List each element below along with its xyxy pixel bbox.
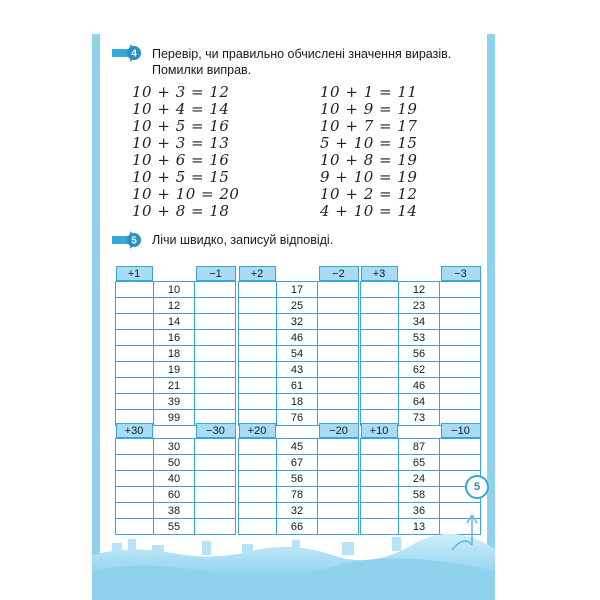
task-4-number: 4	[131, 48, 137, 60]
plus-answer-cell[interactable]	[361, 314, 399, 330]
equation: 4 + 10 = 14	[320, 202, 418, 220]
page-number: 5	[473, 481, 481, 493]
given-number-cell: 10	[154, 282, 195, 298]
table-row	[239, 330, 359, 346]
minus-answer-cell[interactable]	[318, 282, 359, 298]
minus-operation-header: −2	[319, 266, 359, 281]
equation: 10 + 1 = 11	[320, 83, 418, 101]
equation: 10 + 8 = 19	[320, 151, 418, 169]
table-row	[239, 378, 359, 394]
minus-answer-cell[interactable]	[318, 362, 359, 378]
minus-operation-header: −10	[441, 423, 481, 438]
table-row	[361, 282, 481, 298]
table-row	[361, 298, 481, 314]
plus-answer-cell[interactable]	[361, 362, 399, 378]
table-row	[361, 394, 481, 410]
minus-answer-cell[interactable]	[318, 298, 359, 314]
minus-answer-cell[interactable]	[318, 487, 359, 503]
plus-answer-cell[interactable]	[239, 487, 277, 503]
plus-answer-cell[interactable]	[361, 439, 399, 455]
minus-answer-cell[interactable]	[440, 362, 481, 378]
given-number-cell: 14	[154, 314, 195, 330]
given-number-cell: 87	[399, 439, 440, 455]
plus-answer-cell[interactable]	[239, 471, 277, 487]
equation: 10 + 3 = 12	[132, 83, 230, 101]
given-number-cell: 55	[154, 519, 195, 535]
plus-answer-cell[interactable]	[116, 487, 154, 503]
minus-answer-cell[interactable]	[195, 394, 236, 410]
plus-answer-cell[interactable]	[361, 330, 399, 346]
equation: 10 + 2 = 12	[320, 185, 418, 203]
task-5-instruction: Лічи швидко, записуй відповіді.	[152, 233, 334, 247]
given-number-cell: 61	[277, 378, 318, 394]
table-row	[239, 487, 359, 503]
table-row	[116, 314, 236, 330]
plus-answer-cell[interactable]	[116, 439, 154, 455]
table-row	[361, 330, 481, 346]
plus-answer-cell[interactable]	[116, 471, 154, 487]
table-row	[116, 282, 236, 298]
table-row	[361, 378, 481, 394]
given-number-cell: 18	[277, 394, 318, 410]
given-number-cell: 58	[399, 487, 440, 503]
given-number-cell: 24	[399, 471, 440, 487]
given-number-cell: 54	[277, 346, 318, 362]
given-number-cell: 45	[277, 439, 318, 455]
task-4-instruction-line-2: Помилки виправ.	[152, 63, 252, 77]
equation: 10 + 6 = 16	[132, 151, 230, 169]
given-number-cell: 62	[399, 362, 440, 378]
plus-operation-header: +2	[239, 266, 276, 281]
given-number-cell: 73	[399, 410, 440, 426]
given-number-cell: 18	[154, 346, 195, 362]
plus-answer-cell[interactable]	[239, 314, 277, 330]
minus-operation-header: −3	[441, 266, 481, 281]
minus-answer-cell[interactable]	[440, 314, 481, 330]
minus-answer-cell[interactable]	[318, 346, 359, 362]
table-row	[239, 455, 359, 471]
given-number-cell: 16	[154, 330, 195, 346]
table-row	[116, 471, 236, 487]
plus-answer-cell[interactable]	[116, 330, 154, 346]
minus-answer-cell[interactable]	[318, 330, 359, 346]
top-0-table	[115, 266, 236, 426]
minus-answer-cell[interactable]	[195, 362, 236, 378]
plus-answer-cell[interactable]	[239, 439, 277, 455]
given-number-cell: 21	[154, 378, 195, 394]
minus-answer-cell[interactable]	[318, 378, 359, 394]
table-header-row	[239, 423, 359, 439]
equation: 10 + 7 = 17	[320, 117, 418, 135]
top-2-table	[360, 266, 481, 426]
minus-answer-cell[interactable]	[318, 471, 359, 487]
plus-answer-cell[interactable]	[361, 394, 399, 410]
minus-answer-cell[interactable]	[195, 346, 236, 362]
table-header-row	[116, 266, 236, 282]
equation: 9 + 10 = 19	[320, 168, 418, 186]
equation: 10 + 5 = 15	[132, 168, 230, 186]
plus-answer-cell[interactable]	[116, 378, 154, 394]
plus-answer-cell[interactable]	[239, 394, 277, 410]
given-number-cell: 23	[399, 298, 440, 314]
table-row	[116, 346, 236, 362]
minus-answer-cell[interactable]	[195, 439, 236, 455]
given-number-cell: 53	[399, 330, 440, 346]
minus-answer-cell[interactable]	[195, 330, 236, 346]
plus-answer-cell[interactable]	[361, 471, 399, 487]
plus-answer-cell[interactable]	[361, 487, 399, 503]
table-row	[116, 455, 236, 471]
table-header-row	[239, 266, 359, 282]
minus-answer-cell[interactable]	[318, 314, 359, 330]
table-row	[361, 471, 481, 487]
table-row	[239, 314, 359, 330]
minus-answer-cell[interactable]	[195, 455, 236, 471]
table-row	[239, 439, 359, 455]
table-row	[116, 487, 236, 503]
given-number-cell: 46	[399, 378, 440, 394]
plus-answer-cell[interactable]	[116, 314, 154, 330]
task-5-number: 5	[131, 235, 137, 247]
task-5-arrow-icon	[112, 230, 142, 250]
table-row	[361, 314, 481, 330]
table-row	[116, 378, 236, 394]
given-number-cell: 25	[277, 298, 318, 314]
table-row	[239, 362, 359, 378]
given-number-cell: 65	[399, 455, 440, 471]
minus-answer-cell[interactable]	[440, 282, 481, 298]
table-row	[239, 471, 359, 487]
given-number-cell: 12	[154, 298, 195, 314]
plus-operation-header: +3	[361, 266, 398, 281]
plus-answer-cell[interactable]	[116, 298, 154, 314]
plus-answer-cell[interactable]	[239, 282, 277, 298]
minus-answer-cell[interactable]	[195, 378, 236, 394]
table-row	[116, 298, 236, 314]
equation: 10 + 3 = 13	[132, 134, 230, 152]
given-number-cell: 67	[277, 455, 318, 471]
given-number-cell: 56	[277, 471, 318, 487]
plus-answer-cell[interactable]	[361, 298, 399, 314]
plus-answer-cell[interactable]	[116, 362, 154, 378]
minus-answer-cell[interactable]	[440, 455, 481, 471]
minus-answer-cell[interactable]	[318, 439, 359, 455]
table-row	[239, 394, 359, 410]
given-number-cell: 66	[277, 519, 318, 535]
equation: 10 + 5 = 16	[132, 117, 230, 135]
given-number-cell: 46	[277, 330, 318, 346]
given-number-cell: 19	[154, 362, 195, 378]
given-number-cell: 30	[154, 439, 195, 455]
minus-answer-cell[interactable]	[440, 346, 481, 362]
given-number-cell: 12	[399, 282, 440, 298]
equation: 10 + 9 = 19	[320, 100, 418, 118]
table-row	[361, 455, 481, 471]
plus-answer-cell[interactable]	[239, 362, 277, 378]
minus-operation-header: −1	[196, 266, 236, 281]
table-row	[116, 394, 236, 410]
table-row	[239, 298, 359, 314]
minus-answer-cell[interactable]	[318, 394, 359, 410]
plus-answer-cell[interactable]	[361, 282, 399, 298]
table-row	[116, 439, 236, 455]
given-number-cell: 76	[277, 410, 318, 426]
given-number-cell: 40	[154, 471, 195, 487]
table-row	[239, 282, 359, 298]
given-number-cell: 64	[399, 394, 440, 410]
minus-answer-cell[interactable]	[318, 455, 359, 471]
top-1-table	[238, 266, 359, 426]
minus-answer-cell[interactable]	[440, 378, 481, 394]
minus-answer-cell[interactable]	[440, 439, 481, 455]
minus-answer-cell[interactable]	[440, 330, 481, 346]
given-number-cell: 99	[154, 410, 195, 426]
given-number-cell: 38	[154, 503, 195, 519]
given-number-cell: 50	[154, 455, 195, 471]
plus-answer-cell[interactable]	[239, 346, 277, 362]
plus-operation-header: +30	[116, 423, 153, 438]
minus-operation-header: −30	[196, 423, 236, 438]
plus-answer-cell[interactable]	[116, 346, 154, 362]
given-number-cell: 43	[277, 362, 318, 378]
plus-answer-cell[interactable]	[361, 378, 399, 394]
plus-answer-cell[interactable]	[239, 330, 277, 346]
plus-answer-cell[interactable]	[116, 282, 154, 298]
equation: 10 + 8 = 18	[132, 202, 230, 220]
given-number-cell: 17	[277, 282, 318, 298]
plus-operation-header: +10	[361, 423, 398, 438]
equation: 5 + 10 = 15	[320, 134, 418, 152]
minus-operation-header: −20	[319, 423, 359, 438]
given-number-cell: 36	[399, 503, 440, 519]
table-header-row	[361, 266, 481, 282]
minus-answer-cell[interactable]	[195, 282, 236, 298]
table-row	[361, 487, 481, 503]
given-number-cell: 34	[399, 314, 440, 330]
table-row	[239, 346, 359, 362]
given-number-cell: 32	[277, 503, 318, 519]
equation: 10 + 10 = 20	[132, 185, 240, 203]
table-row	[361, 362, 481, 378]
minus-answer-cell[interactable]	[195, 487, 236, 503]
given-number-cell: 56	[399, 346, 440, 362]
given-number-cell: 13	[399, 519, 440, 535]
table-row	[361, 439, 481, 455]
table-row	[116, 362, 236, 378]
plus-operation-header: +20	[239, 423, 276, 438]
plus-answer-cell[interactable]	[239, 378, 277, 394]
given-number-cell: 32	[277, 314, 318, 330]
minus-answer-cell[interactable]	[195, 471, 236, 487]
plus-answer-cell[interactable]	[239, 298, 277, 314]
table-row	[116, 330, 236, 346]
minus-answer-cell[interactable]	[195, 314, 236, 330]
task-4-arrow-icon	[112, 43, 142, 63]
plus-answer-cell[interactable]	[361, 455, 399, 471]
plus-answer-cell[interactable]	[361, 346, 399, 362]
minus-answer-cell[interactable]	[440, 394, 481, 410]
given-number-cell: 78	[277, 487, 318, 503]
plus-operation-header: +1	[116, 266, 153, 281]
minus-answer-cell[interactable]	[195, 298, 236, 314]
plus-answer-cell[interactable]	[116, 455, 154, 471]
given-number-cell: 60	[154, 487, 195, 503]
task-4-instruction-line-1: Перевір, чи правильно обчислені значення виразів.	[152, 47, 452, 61]
minus-answer-cell[interactable]	[440, 298, 481, 314]
table-header-row	[116, 423, 236, 439]
plus-answer-cell[interactable]	[239, 455, 277, 471]
winter-landscape-decoration	[92, 515, 495, 600]
given-number-cell: 39	[154, 394, 195, 410]
equation: 10 + 4 = 14	[132, 100, 230, 118]
plus-answer-cell[interactable]	[116, 394, 154, 410]
table-header-row	[361, 423, 481, 439]
table-row	[361, 346, 481, 362]
